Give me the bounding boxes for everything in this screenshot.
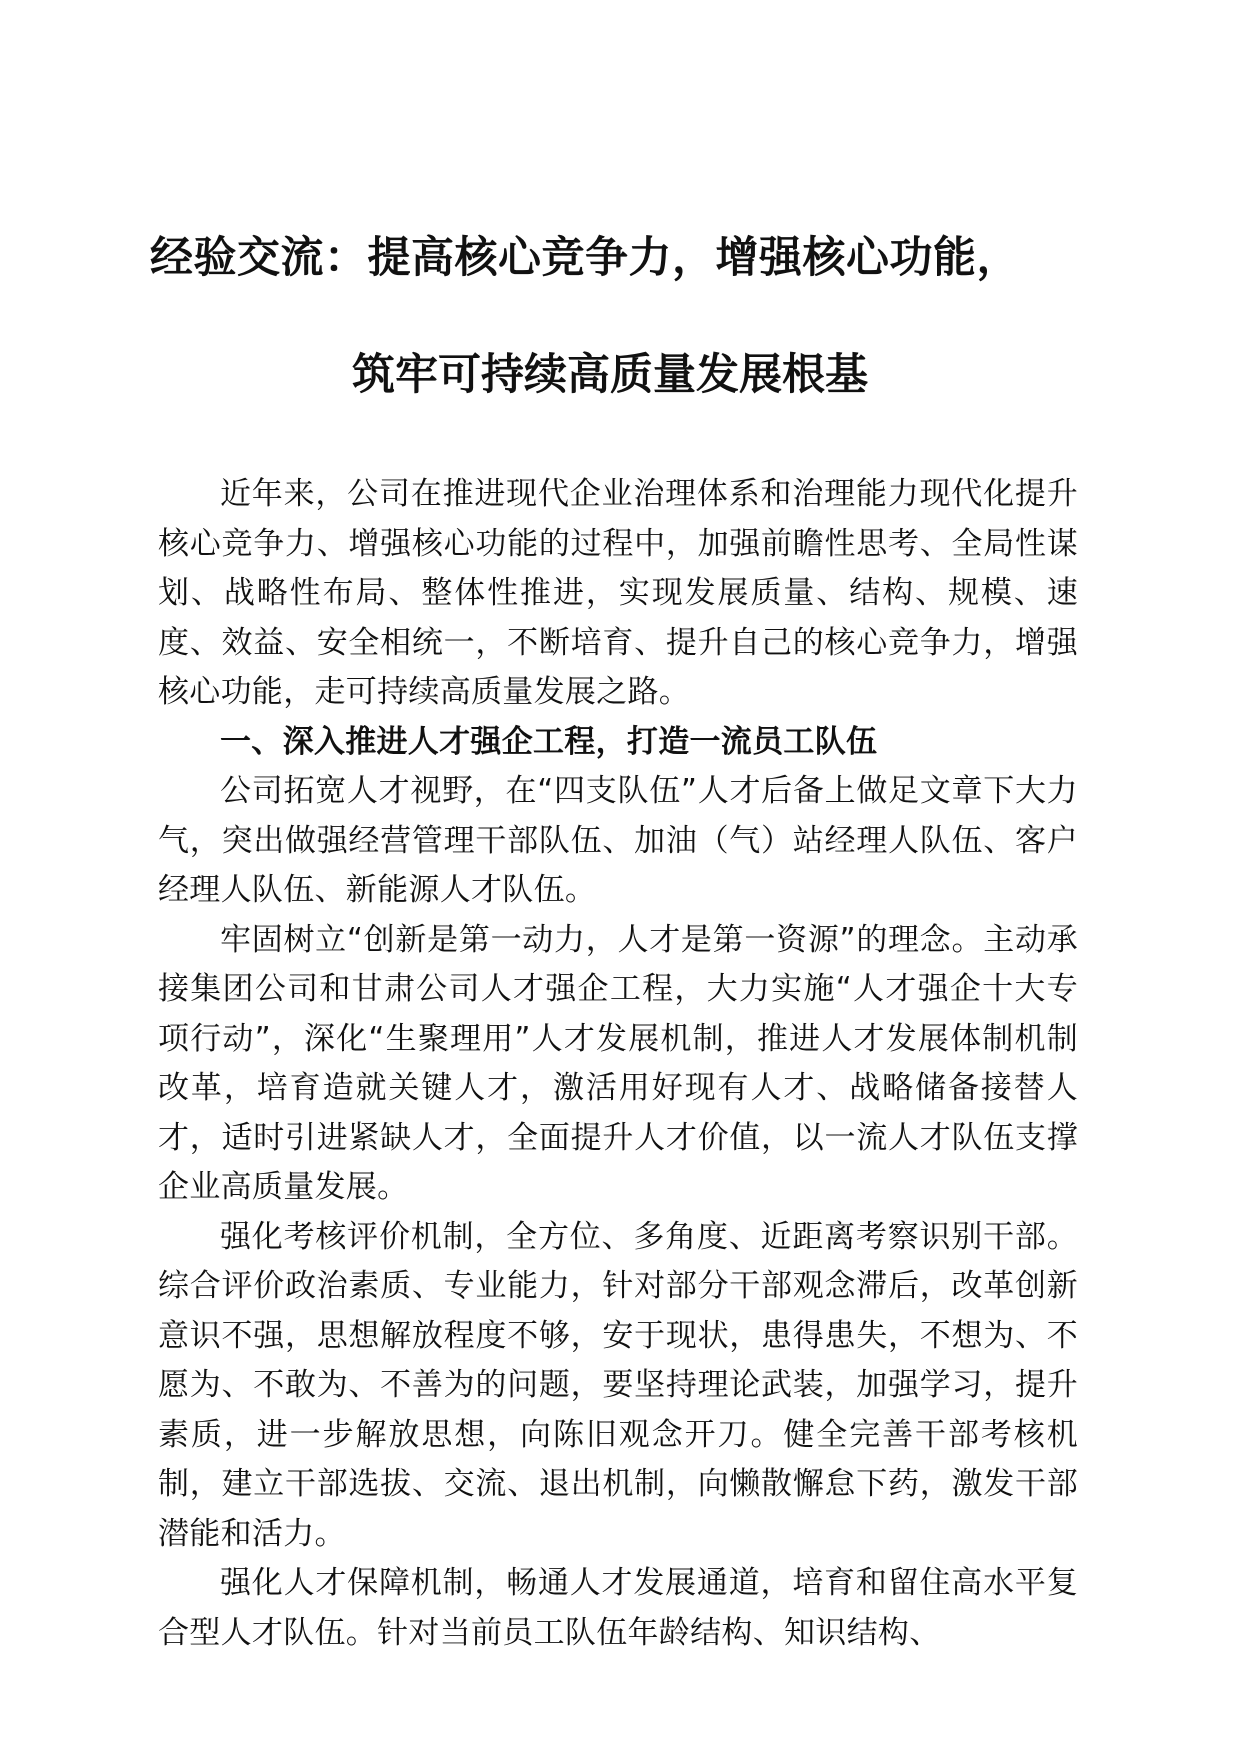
paragraph: 牢固树立“创新是第一动力，人才是第一资源”的理念。主动承接集团公司和甘肃公司人才强企工程，大力实施“人才强企十大专项行动”，深化“生聚理用”人才发展机制，推进人才发展体制机制改革，培育造就关键人才，激活用好现有人才、战略储备接替人才，适时引进紧缺人才，全面提升人才价值，以一流人才队伍支撑企业高质量发展。 <box>158 921 1078 1205</box>
section-heading: 一、深入推进人才强企工程，打造一流员工队伍 <box>220 723 878 760</box>
document-body <box>158 470 1078 1658</box>
document-title-line-2: 筑牢可持续高质量发展根基 <box>352 350 868 400</box>
paragraph: 强化人才保障机制，畅通人才发展通道，培育和留住高水平复合型人才队伍。针对当前员工队伍年龄结构、知识结构、 <box>158 1565 1078 1651</box>
paragraph: 强化考核评价机制，全方位、多角度、近距离考察识别干部。综合评价政治素质、专业能力，针对部分干部观念滞后，改革创新意识不强，思想解放程度不够，安于现状，患得患失，不想为、不愿为、不敢为、不善为的问题，要坚持理论武装，加强学习，提升素质，进一步解放思想，向陈旧观念开刀。健全完善干部考核机制，建立干部选拔、交流、退出机制，向懒散懈怠下药，激发干部潜能和活力。 <box>158 1218 1078 1552</box>
document-title-line-1: 经验交流：提高核心竞争力，增强核心功能， <box>150 233 1020 283</box>
paragraph-intro: 近年来，公司在推进现代企业治理体系和治理能力现代化提升核心竞争力、增强核心功能的过程中，加强前瞻性思考、全局性谋划、战略性布局、整体性推进，实现发展质量、结构、规模、速度、效益、安全相统一，不断培育、提升自己的核心竞争力，增强核心功能，走可持续高质量发展之路。 <box>158 476 1078 710</box>
paragraph: 公司拓宽人才视野，在“四支队伍”人才后备上做足文章下大力气，突出做强经营管理干部队伍、加油（气）站经理人队伍、客户经理人队伍、新能源人才队伍。 <box>158 773 1078 908</box>
